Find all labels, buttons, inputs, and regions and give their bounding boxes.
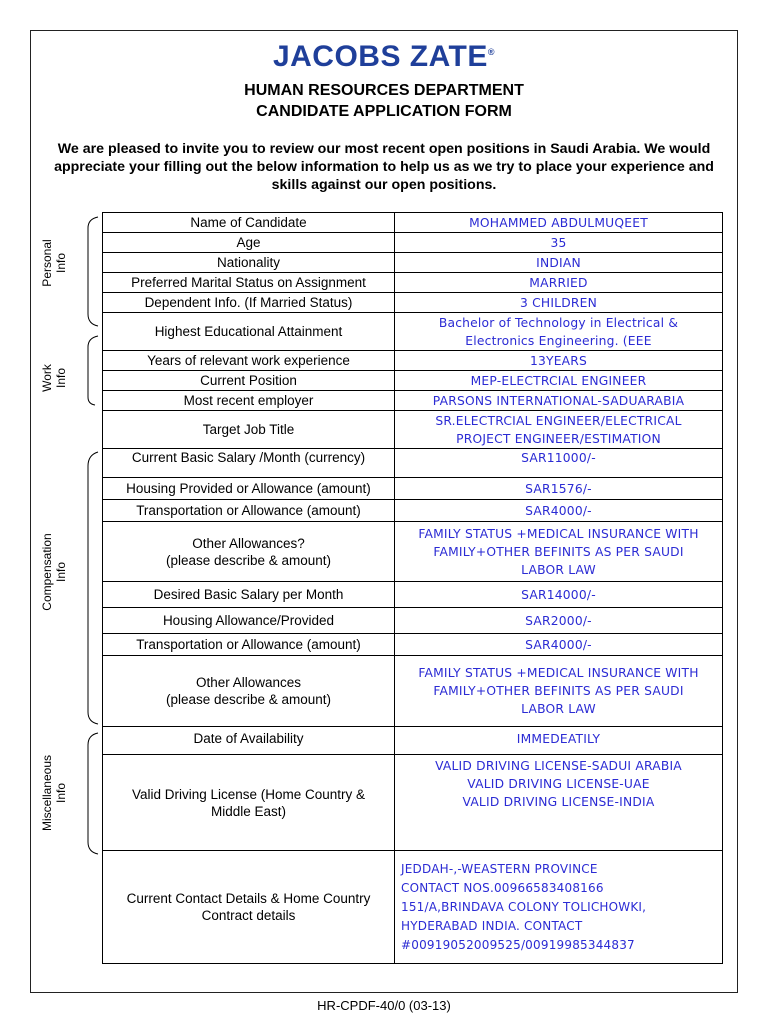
table-row [103, 293, 723, 313]
field-label: Housing Provided or Allowance (amount) [103, 478, 395, 500]
field-label: Other Allowances (please describe & amount) [103, 656, 395, 727]
intro-paragraph: We are pleased to invite you to review our most recent open positions in Saudi Arabia. We would appreciate your filling out the below information to help us as we try to place your experience and skills against our open positions. [54, 141, 714, 193]
field-value: MEP-ELECTRCIAL ENGINEER [395, 371, 723, 391]
field-value: SAR4000/- [395, 500, 723, 522]
company-logo: JACOBS ZATE® [272, 40, 496, 73]
table-row [103, 500, 723, 522]
form-title: CANDIDATE APPLICATION FORM [256, 103, 512, 120]
table-row [103, 582, 723, 608]
field-value: FAMILY STATUS +MEDICAL INSURANCE WITH FAMILY+OTHER BEFINITS AS PER SAUDI LABOR LAW [395, 656, 723, 727]
field-label: Date of Availability [103, 727, 395, 755]
field-value: SAR11000/- [395, 449, 723, 478]
table-row [103, 478, 723, 500]
personal-bracket [88, 217, 98, 326]
table-row [103, 233, 723, 253]
department-heading: HUMAN RESOURCES DEPARTMENT [244, 82, 524, 99]
field-value: SAR2000/- [395, 608, 723, 634]
table-row [103, 411, 723, 449]
field-label: Name of Candidate [103, 213, 395, 233]
table-row [103, 351, 723, 371]
field-label: Current Basic Salary /Month (currency) [103, 449, 395, 478]
field-label: Preferred Marital Status on Assignment [103, 273, 395, 293]
table-row [103, 273, 723, 293]
miscellaneous-bracket [88, 733, 98, 854]
section-label-miscellaneous: Miscellaneous Info [40, 754, 68, 832]
field-value: MARRIED [395, 273, 723, 293]
field-value: SR.ELECTRCIAL ENGINEER/ELECTRICAL PROJECT ENGINEER/ESTIMATION [395, 411, 723, 449]
table-row [103, 755, 723, 851]
field-value: SAR14000/- [395, 582, 723, 608]
field-value: SAR4000/- [395, 634, 723, 656]
field-label: Valid Driving License (Home Country & Middle East) [103, 755, 395, 851]
field-label: Other Allowances? (please describe & amount) [103, 522, 395, 582]
table-row [103, 522, 723, 582]
table-row [103, 253, 723, 273]
table-row [103, 851, 723, 964]
field-value: 35 [395, 233, 723, 253]
table-row [103, 449, 723, 478]
field-value: 3 CHILDREN [395, 293, 723, 313]
field-value: INDIAN [395, 253, 723, 273]
field-value: FAMILY STATUS +MEDICAL INSURANCE WITH FAMILY+OTHER BEFINITS AS PER SAUDI LABOR LAW [395, 522, 723, 582]
field-label: Current Contact Details & Home Country Contract details [103, 851, 395, 964]
field-value: Bachelor of Technology in Electrical & Electronics Engineering. (EEE [395, 313, 723, 351]
field-value: PARSONS INTERNATIONAL-SADUARABIA [395, 391, 723, 411]
compensation-bracket [88, 452, 98, 724]
table-row [103, 313, 723, 351]
field-value: SAR1576/- [395, 478, 723, 500]
field-label: Housing Allowance/Provided [103, 608, 395, 634]
field-label: Current Position [103, 371, 395, 391]
field-label: Nationality [103, 253, 395, 273]
field-label: Years of relevant work experience [103, 351, 395, 371]
field-label: Transportation or Allowance (amount) [103, 500, 395, 522]
form-code: HR-CPDF-40/0 (03-13) [317, 998, 451, 1013]
application-table [102, 212, 723, 964]
field-label: Transportation or Allowance (amount) [103, 634, 395, 656]
table-row [103, 608, 723, 634]
table-row [103, 727, 723, 755]
field-label: Target Job Title [103, 411, 395, 449]
work-bracket [88, 336, 98, 405]
section-label-compensation: Compensation Info [40, 533, 68, 611]
table-row [103, 213, 723, 233]
field-label: Dependent Info. (If Married Status) [103, 293, 395, 313]
table-row [103, 656, 723, 727]
field-label: Desired Basic Salary per Month [103, 582, 395, 608]
field-value: 13YEARS [395, 351, 723, 371]
field-label: Highest Educational Attainment [103, 313, 395, 351]
field-label: Most recent employer [103, 391, 395, 411]
table-row [103, 634, 723, 656]
field-label: Age [103, 233, 395, 253]
field-value: JEDDAH-,-WEASTERN PROVINCE CONTACT NOS.00966583408166 151/A,BRINDAVA COLONY TOLICHOWKI, HYDERABAD INDIA. CONTACT #00919052009525/00919985344837 [395, 851, 723, 964]
section-label-work: Work Info [40, 364, 68, 392]
table-row [103, 371, 723, 391]
table-row [103, 391, 723, 411]
field-value: IMMEDEATILY [395, 727, 723, 755]
section-label-personal: Personal Info [40, 239, 68, 287]
field-value: VALID DRIVING LICENSE-SADUI ARABIA VALID DRIVING LICENSE-UAE VALID DRIVING LICENSE-INDIA [395, 755, 723, 851]
field-value: MOHAMMED ABDULMUQEET [395, 213, 723, 233]
